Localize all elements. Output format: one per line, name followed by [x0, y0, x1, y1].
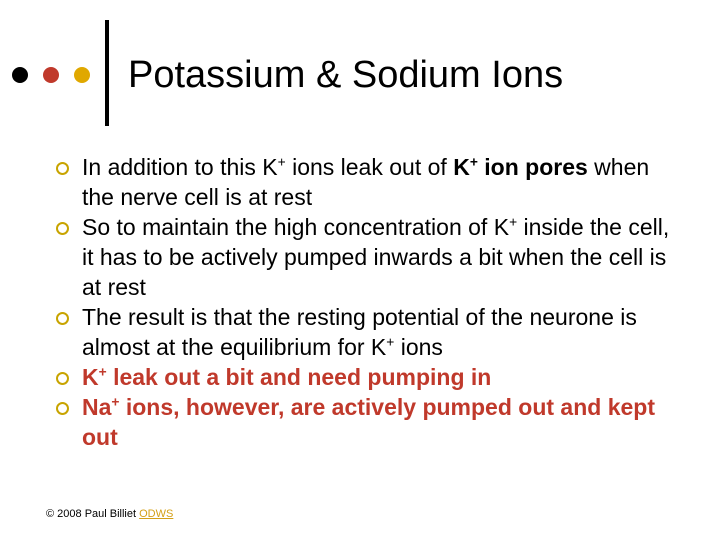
superscript: + — [277, 154, 286, 170]
footer — [46, 507, 173, 521]
superscript: + — [98, 364, 107, 380]
bullet-text: ions — [394, 334, 443, 360]
bullet-text: In addition to this K — [82, 154, 278, 180]
circle-bullet-icon — [56, 162, 69, 175]
slide-title: Potassium & Sodium Ions — [128, 54, 564, 96]
bullet-text: ions leak out of — [285, 154, 454, 180]
bullet-text: K — [82, 364, 99, 390]
circle-bullet-icon — [56, 312, 69, 325]
bullet-text: ions, however, are actively pumped out and kept out — [82, 394, 656, 450]
bullet-text: leak out a bit and need pumping in — [106, 364, 492, 390]
odws-link[interactable]: ODWS — [139, 508, 174, 520]
decorative-dots — [0, 0, 110, 110]
superscript: + — [509, 214, 518, 230]
bullet-text: Na — [82, 394, 112, 420]
superscript: + — [469, 154, 478, 170]
circle-bullet-icon — [56, 402, 69, 415]
superscript: + — [111, 394, 120, 410]
bullet-item-4 — [50, 362, 670, 392]
bold-text: K — [453, 154, 470, 180]
circle-bullet-icon — [56, 372, 69, 385]
bullet-item-5 — [50, 392, 670, 452]
black-dot-icon — [12, 67, 28, 83]
bullet-item-1 — [50, 152, 670, 212]
bullet-item-2 — [50, 212, 670, 302]
bullet-text: inside the cell, it has to be actively pumped inwards a bit when the cell is at rest — [82, 214, 670, 300]
bold-text: ion pores — [477, 154, 588, 180]
title-divider — [105, 20, 109, 126]
bullet-text: So to maintain the high concentration of K — [82, 214, 510, 240]
bullet-text: when the nerve cell is at rest — [82, 154, 650, 210]
bullet-text: The result is that the resting potential of the neurone is almost at the equilibrium for K — [82, 304, 637, 360]
yellow-dot-icon — [74, 67, 90, 83]
copyright-text: © 2008 Paul Billiet — [46, 508, 140, 520]
circle-bullet-icon — [56, 222, 69, 235]
bullet-item-3 — [50, 302, 670, 362]
bullet-list — [50, 152, 670, 452]
superscript: + — [386, 334, 395, 350]
red-dot-icon — [43, 67, 59, 83]
